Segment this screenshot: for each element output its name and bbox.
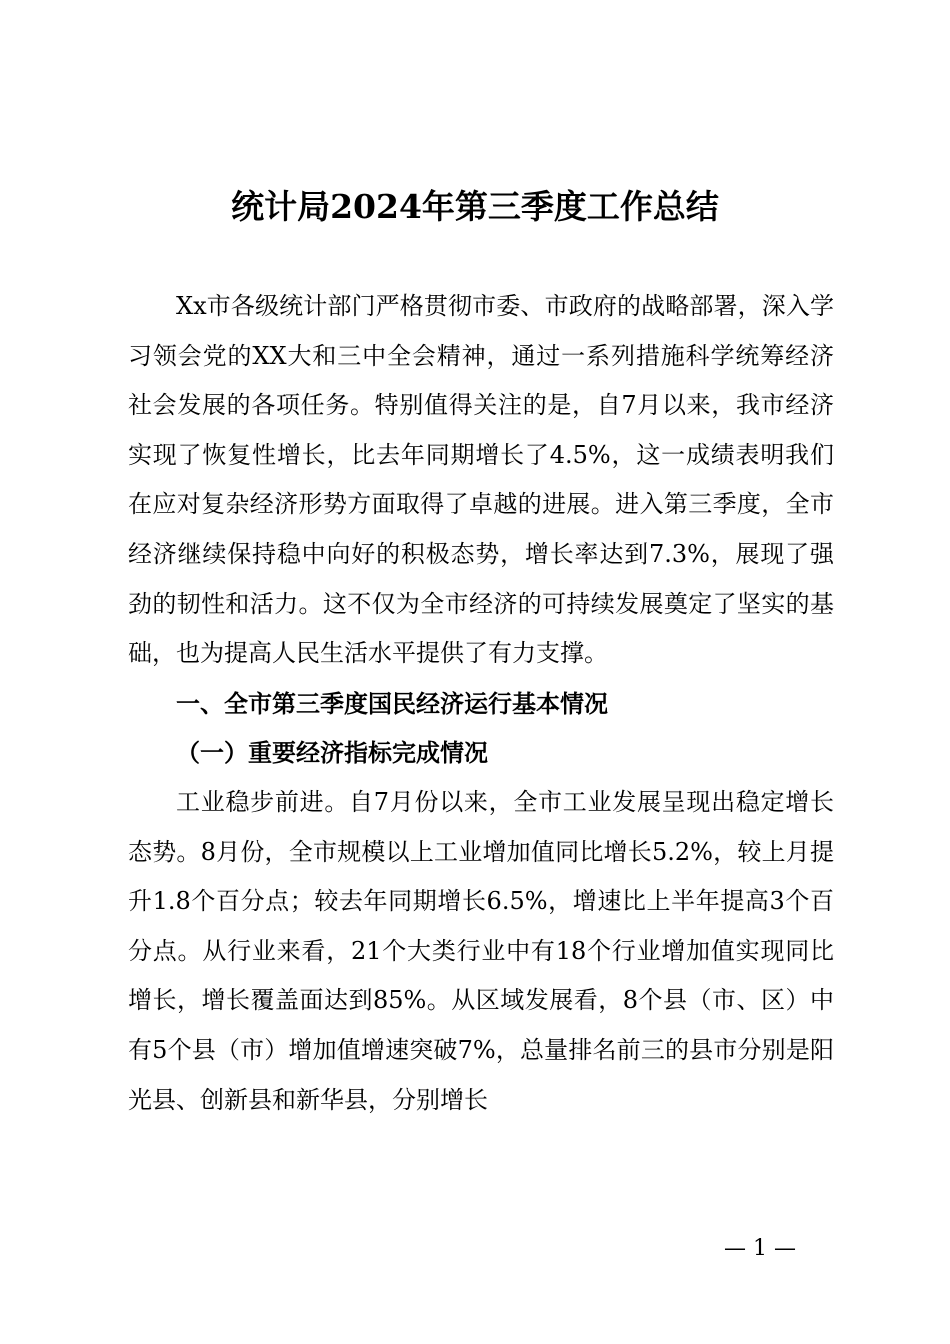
subsection-heading: （一）重要经济指标完成情况 (176, 738, 488, 768)
document-body (128, 282, 834, 1125)
intro-paragraph: Xx市各级统计部门严格贯彻市委、市政府的战略部署，深入学习领会党的XX大和三中全会精神，通过一系列措施科学统筹经济社会发展的各项任务。特别值得关注的是，自7月以来，我市经济实现了恢复性增长，比去年同期增长了4.5%，这一成绩表明我们在应对复杂经济形势方面取得了卓越的进展。进入第三季度，全市经济继续保持稳中向好的积极态势，增长率达到7.3%，展现了强劲的韧性和活力。这不仅为全市经济的可持续发展奠定了坚实的基础，也为提高人民生活水平提供了有力支撑。 (128, 292, 834, 668)
section-heading: 一、全市第三季度国民经济运行基本情况 (176, 688, 608, 718)
page-title: 统计局2024年第三季度工作总结 (231, 187, 719, 226)
industry-paragraph: 工业稳步前进。自7月份以来，全市工业发展呈现出稳定增长态势。8月份，全市规模以上工业增加值同比增长5.2%，较上月提升1.8个百分点；较去年同期增长6.5%，增速比上半年提高3个百分点。从行业来看，21个大类行业中有18个行业增加值实现同比增长，增长覆盖面达到85%。从区域发展看，8个县（市、区）中有5个县（市）增加值增速突破7%，总量排名前三的县市分别是阳光县、创新县和新华县，分别增长 (128, 787, 834, 1114)
page-number: — 1 — (724, 1236, 796, 1261)
